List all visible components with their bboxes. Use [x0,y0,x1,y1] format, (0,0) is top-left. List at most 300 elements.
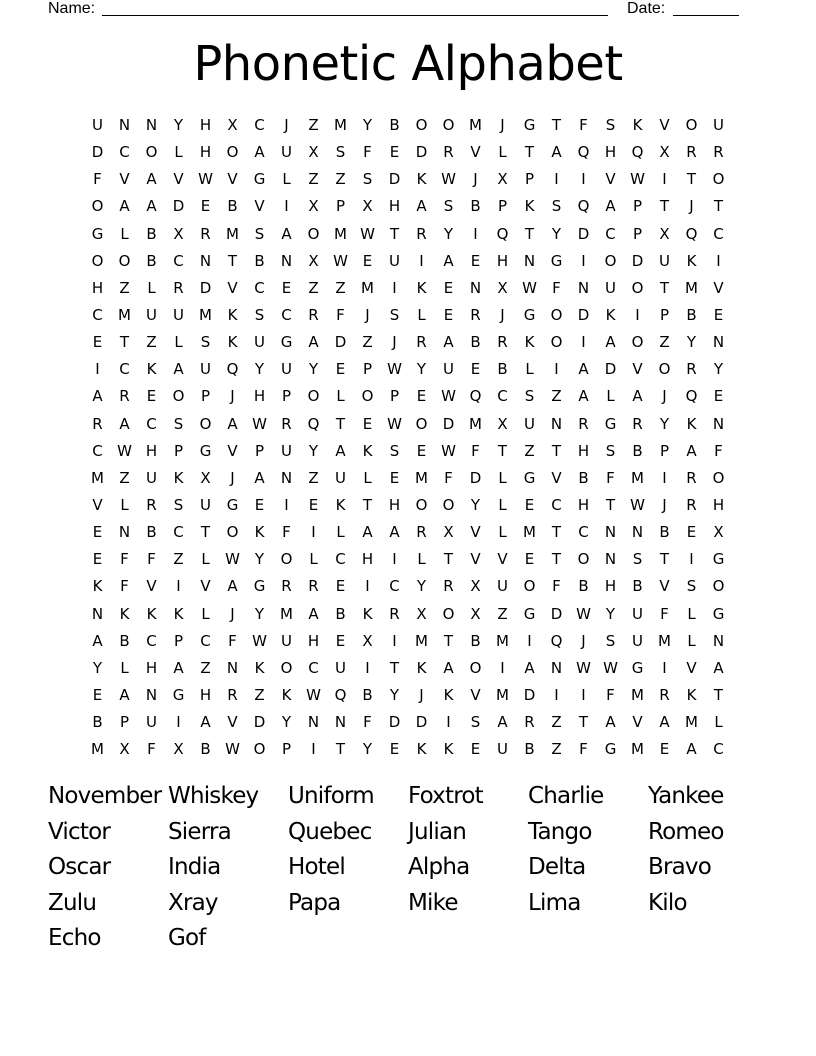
grid-cell[interactable]: F [552,577,561,596]
grid-cell[interactable]: Q [307,414,320,433]
grid-cell[interactable]: Z [254,685,265,704]
grid-cell[interactable]: L [714,713,723,732]
grid-cell[interactable]: W [387,414,402,433]
grid-cell[interactable]: M [469,414,482,433]
grid-cell[interactable]: M [118,305,131,324]
grid-cell[interactable]: Q [577,143,590,162]
grid-cell[interactable]: B [632,577,643,596]
grid-cell[interactable]: N [145,116,158,134]
grid-cell[interactable]: B [227,197,238,216]
grid-cell[interactable]: S [173,495,184,514]
grid-cell[interactable]: X [470,577,481,596]
grid-cell[interactable]: W [441,441,456,460]
grid-cell[interactable]: A [686,740,697,759]
grid-cell[interactable]: E [308,495,319,514]
grid-cell[interactable]: O [577,550,590,569]
grid-cell[interactable]: I [635,305,640,324]
grid-cell[interactable]: C [119,360,130,379]
grid-cell[interactable]: J [662,387,667,406]
grid-cell[interactable]: N [712,333,725,352]
grid-cell[interactable]: A [659,713,670,732]
grid-cell[interactable]: K [362,604,373,623]
grid-cell[interactable]: F [147,550,156,569]
grid-cell[interactable]: C [92,305,103,324]
grid-cell[interactable]: K [416,278,427,297]
grid-cell[interactable]: L [687,631,696,650]
grid-cell[interactable]: T [497,441,508,460]
grid-cell[interactable]: U [335,468,346,487]
grid-cell[interactable]: V [551,468,562,487]
grid-cell[interactable]: E [281,278,292,297]
grid-cell[interactable]: V [470,685,481,704]
grid-cell[interactable]: A [254,468,265,487]
grid-cell[interactable]: F [444,468,453,487]
grid-cell[interactable]: T [362,495,373,514]
grid-cell[interactable]: F [579,740,588,759]
grid-cell[interactable]: N [226,658,239,677]
grid-cell[interactable]: E [470,740,481,759]
grid-cell[interactable]: M [91,740,104,759]
grid-cell[interactable]: E [443,278,454,297]
grid-cell[interactable]: M [280,604,293,623]
grid-cell[interactable]: I [527,631,532,650]
grid-cell[interactable]: X [443,523,454,542]
grid-cell[interactable]: J [662,495,667,514]
grid-cell[interactable]: A [308,333,319,352]
grid-cell[interactable]: E [92,550,103,569]
grid-cell[interactable]: M [496,685,509,704]
grid-cell[interactable]: P [632,224,643,243]
grid-cell[interactable]: K [254,658,265,677]
grid-cell[interactable]: G [253,577,266,596]
grid-cell[interactable]: B [524,740,535,759]
grid-cell[interactable]: B [578,577,589,596]
grid-cell[interactable]: O [226,523,239,542]
grid-cell[interactable]: M [631,685,644,704]
grid-cell[interactable]: P [173,631,184,650]
grid-cell[interactable]: G [253,170,266,189]
grid-cell[interactable]: E [92,685,103,704]
grid-cell[interactable]: I [365,658,370,677]
grid-cell[interactable]: K [686,251,697,270]
grid-cell[interactable]: R [686,495,697,514]
grid-cell[interactable]: K [362,441,373,460]
grid-cell[interactable]: U [254,333,265,352]
grid-cell[interactable]: V [227,278,238,297]
grid-cell[interactable]: I [311,523,316,542]
grid-cell[interactable]: F [282,523,291,542]
grid-cell[interactable]: V [632,713,643,732]
grid-cell[interactable]: X [200,468,211,487]
grid-cell[interactable]: I [662,658,667,677]
grid-cell[interactable]: D [172,197,185,216]
grid-cell[interactable]: P [200,387,211,406]
grid-cell[interactable]: T [335,414,346,433]
grid-cell[interactable]: L [498,523,507,542]
grid-cell[interactable]: T [389,224,400,243]
grid-cell[interactable]: V [227,170,238,189]
grid-cell[interactable]: G [712,550,725,569]
grid-cell[interactable]: B [200,740,211,759]
grid-cell[interactable]: G [631,658,644,677]
grid-cell[interactable]: K [443,740,454,759]
grid-cell[interactable]: W [441,387,456,406]
grid-cell[interactable]: R [416,333,427,352]
grid-cell[interactable]: O [631,278,644,297]
grid-cell[interactable]: L [309,550,318,569]
grid-cell[interactable]: I [500,658,505,677]
grid-cell[interactable]: D [604,360,617,379]
grid-cell[interactable]: J [689,197,694,216]
grid-cell[interactable]: F [471,441,480,460]
grid-cell[interactable]: N [307,713,320,732]
grid-cell[interactable]: A [443,333,454,352]
grid-cell[interactable]: O [604,251,617,270]
grid-cell[interactable]: O [226,143,239,162]
grid-cell[interactable]: T [605,495,616,514]
grid-cell[interactable]: N [550,414,563,433]
grid-cell[interactable]: T [551,441,562,460]
grid-cell[interactable]: L [147,278,156,297]
grid-cell[interactable]: V [632,360,643,379]
grid-cell[interactable]: O [712,170,725,189]
grid-cell[interactable]: B [686,305,697,324]
grid-cell[interactable]: Z [551,387,562,406]
grid-cell[interactable]: E [92,523,103,542]
grid-cell[interactable]: X [173,740,184,759]
grid-cell[interactable]: V [254,197,265,216]
grid-cell[interactable]: H [199,143,212,162]
grid-cell[interactable]: K [605,305,616,324]
grid-cell[interactable]: T [551,116,562,134]
grid-cell[interactable]: M [631,740,644,759]
grid-cell[interactable]: D [469,468,482,487]
grid-cell[interactable]: O [280,550,293,569]
grid-cell[interactable]: I [311,740,316,759]
grid-cell[interactable]: F [147,740,156,759]
grid-cell[interactable]: M [226,224,239,243]
grid-cell[interactable]: Y [362,740,373,759]
grid-cell[interactable]: U [281,143,292,162]
grid-cell[interactable]: Y [416,577,427,596]
grid-cell[interactable]: T [713,685,724,704]
grid-cell[interactable]: K [119,604,130,623]
grid-cell[interactable]: B [659,523,670,542]
grid-cell[interactable]: W [576,658,591,677]
grid-cell[interactable]: D [388,713,401,732]
grid-cell[interactable]: S [200,333,211,352]
grid-cell[interactable]: B [497,360,508,379]
grid-cell[interactable]: A [335,441,346,460]
grid-cell[interactable]: K [335,495,346,514]
grid-cell[interactable]: H [307,631,320,650]
grid-cell[interactable]: L [498,143,507,162]
grid-cell[interactable]: U [281,360,292,379]
grid-cell[interactable]: A [578,387,589,406]
grid-cell[interactable]: X [659,143,670,162]
grid-cell[interactable]: T [335,740,346,759]
grid-cell[interactable]: H [577,441,590,460]
grid-cell[interactable]: N [280,251,293,270]
grid-cell[interactable]: I [581,170,586,189]
grid-cell[interactable]: C [254,278,265,297]
grid-cell[interactable]: U [173,305,184,324]
grid-cell[interactable]: N [631,523,644,542]
grid-cell[interactable]: A [281,224,292,243]
grid-cell[interactable]: Y [173,116,184,134]
grid-cell[interactable]: K [524,333,535,352]
grid-cell[interactable]: T [686,170,697,189]
grid-cell[interactable]: R [686,360,697,379]
grid-cell[interactable]: V [659,116,670,134]
grid-cell[interactable]: S [605,441,616,460]
grid-cell[interactable]: R [200,224,211,243]
grid-cell[interactable]: O [172,387,185,406]
grid-cell[interactable]: U [497,577,508,596]
grid-cell[interactable]: K [281,685,292,704]
grid-cell[interactable]: O [199,414,212,433]
grid-cell[interactable]: J [365,305,370,324]
grid-cell[interactable]: E [659,740,670,759]
grid-cell[interactable]: H [199,116,212,134]
grid-cell[interactable]: R [713,143,724,162]
grid-cell[interactable]: F [228,631,237,650]
grid-cell[interactable]: O [253,740,266,759]
grid-cell[interactable]: R [227,685,238,704]
grid-cell[interactable]: H [388,495,401,514]
grid-cell[interactable]: R [524,713,535,732]
grid-cell[interactable]: H [199,685,212,704]
grid-cell[interactable]: S [362,170,373,189]
grid-cell[interactable]: V [713,278,724,297]
grid-cell[interactable]: N [523,251,536,270]
grid-cell[interactable]: W [630,170,645,189]
grid-cell[interactable]: B [146,523,157,542]
grid-cell[interactable]: J [473,170,478,189]
grid-cell[interactable]: Q [334,685,347,704]
grid-cell[interactable]: A [686,441,697,460]
grid-cell[interactable]: Z [173,550,184,569]
grid-cell[interactable]: I [446,713,451,732]
grid-cell[interactable]: G [604,740,617,759]
grid-cell[interactable]: U [659,251,670,270]
grid-cell[interactable]: W [387,360,402,379]
grid-cell[interactable]: B [146,251,157,270]
grid-cell[interactable]: Z [146,333,157,352]
grid-cell[interactable]: E [254,495,265,514]
grid-cell[interactable]: V [119,170,130,189]
grid-cell[interactable]: Z [335,278,346,297]
grid-cell[interactable]: F [120,577,129,596]
grid-cell[interactable]: A [92,631,103,650]
grid-cell[interactable]: K [632,116,643,134]
grid-cell[interactable]: H [145,441,158,460]
grid-cell[interactable]: W [306,685,321,704]
grid-cell[interactable]: E [335,577,346,596]
grid-cell[interactable]: X [497,414,508,433]
grid-cell[interactable]: E [389,740,400,759]
grid-cell[interactable]: I [554,685,559,704]
grid-cell[interactable]: T [551,523,562,542]
grid-cell[interactable]: D [631,251,644,270]
grid-cell[interactable]: M [469,116,482,134]
grid-cell[interactable]: U [200,495,211,514]
grid-cell[interactable]: U [281,441,292,460]
grid-cell[interactable]: X [497,278,508,297]
grid-cell[interactable]: O [685,116,698,134]
grid-cell[interactable]: C [173,523,184,542]
grid-cell[interactable]: T [443,631,454,650]
grid-cell[interactable]: R [497,333,508,352]
grid-cell[interactable]: Y [551,224,562,243]
grid-cell[interactable]: I [581,333,586,352]
grid-cell[interactable]: T [578,713,589,732]
grid-cell[interactable]: E [416,387,427,406]
grid-cell[interactable]: A [254,143,265,162]
grid-cell[interactable]: F [552,278,561,297]
grid-cell[interactable]: U [497,740,508,759]
grid-cell[interactable]: E [200,197,211,216]
grid-cell[interactable]: P [173,441,184,460]
grid-cell[interactable]: O [442,604,455,623]
grid-cell[interactable]: G [91,224,104,243]
grid-cell[interactable]: I [662,170,667,189]
grid-cell[interactable]: H [361,550,374,569]
grid-cell[interactable]: C [146,631,157,650]
grid-cell[interactable]: U [605,278,616,297]
grid-cell[interactable]: N [604,550,617,569]
grid-cell[interactable]: T [659,278,670,297]
grid-cell[interactable]: L [417,550,426,569]
grid-cell[interactable]: O [415,495,428,514]
grid-cell[interactable]: R [173,278,184,297]
grid-cell[interactable]: G [199,441,212,460]
grid-cell[interactable]: B [92,713,103,732]
grid-cell[interactable]: L [120,658,129,677]
grid-cell[interactable]: R [470,305,481,324]
grid-cell[interactable]: K [227,305,238,324]
grid-cell[interactable]: C [335,550,346,569]
grid-cell[interactable]: G [523,604,536,623]
grid-cell[interactable]: V [173,170,184,189]
grid-cell[interactable]: F [606,685,615,704]
grid-cell[interactable]: U [146,713,157,732]
grid-cell[interactable]: J [500,305,505,324]
grid-cell[interactable]: P [632,197,643,216]
grid-cell[interactable]: X [362,197,373,216]
grid-cell[interactable]: O [712,468,725,487]
grid-cell[interactable]: K [173,604,184,623]
grid-cell[interactable]: S [389,441,400,460]
grid-cell[interactable]: I [95,360,100,379]
grid-cell[interactable]: K [92,577,103,596]
grid-cell[interactable]: F [579,116,588,134]
grid-cell[interactable]: U [389,251,400,270]
grid-cell[interactable]: I [392,550,397,569]
grid-cell[interactable]: E [686,523,697,542]
grid-cell[interactable]: X [119,740,130,759]
grid-cell[interactable]: V [497,550,508,569]
grid-cell[interactable]: I [176,577,181,596]
grid-cell[interactable]: S [524,387,535,406]
grid-cell[interactable]: O [550,305,563,324]
grid-cell[interactable]: D [550,604,563,623]
grid-cell[interactable]: N [604,523,617,542]
grid-cell[interactable]: U [281,631,292,650]
grid-cell[interactable]: V [227,713,238,732]
grid-cell[interactable]: N [280,468,293,487]
grid-cell[interactable]: Y [308,441,319,460]
grid-cell[interactable]: A [173,658,184,677]
grid-cell[interactable]: O [631,333,644,352]
grid-cell[interactable]: R [416,523,427,542]
grid-cell[interactable]: C [92,441,103,460]
grid-cell[interactable]: Z [551,740,562,759]
grid-cell[interactable]: P [659,441,670,460]
grid-cell[interactable]: M [685,278,698,297]
grid-cell[interactable]: U [146,305,157,324]
grid-cell[interactable]: Y [686,333,697,352]
grid-cell[interactable]: O [118,251,131,270]
grid-cell[interactable]: O [415,414,428,433]
grid-cell[interactable]: T [659,197,670,216]
grid-cell[interactable]: N [199,251,212,270]
grid-cell[interactable]: R [416,224,427,243]
grid-cell[interactable]: T [524,224,535,243]
grid-cell[interactable]: V [470,143,481,162]
grid-cell[interactable]: I [284,197,289,216]
grid-cell[interactable]: A [551,143,562,162]
grid-cell[interactable]: J [284,116,289,134]
grid-cell[interactable]: R [443,143,454,162]
grid-cell[interactable]: Q [685,224,698,243]
grid-cell[interactable]: Y [254,550,265,569]
grid-cell[interactable]: W [225,740,240,759]
grid-cell[interactable]: L [498,495,507,514]
grid-cell[interactable]: M [91,468,104,487]
grid-cell[interactable]: A [362,523,373,542]
grid-cell[interactable]: C [146,414,157,433]
grid-cell[interactable]: D [523,685,536,704]
grid-cell[interactable]: A [200,713,211,732]
grid-cell[interactable]: O [361,387,374,406]
grid-cell[interactable]: G [523,305,536,324]
grid-cell[interactable]: A [173,360,184,379]
grid-cell[interactable]: R [578,414,589,433]
grid-cell[interactable]: C [119,143,130,162]
grid-cell[interactable]: F [120,550,129,569]
grid-cell[interactable]: H [253,387,266,406]
grid-cell[interactable]: R [119,387,130,406]
grid-cell[interactable]: O [91,197,104,216]
grid-cell[interactable]: T [659,550,670,569]
grid-cell[interactable]: S [632,550,643,569]
grid-cell[interactable]: B [470,197,481,216]
grid-cell[interactable]: Y [254,360,265,379]
grid-cell[interactable]: V [227,441,238,460]
grid-cell[interactable]: D [415,143,428,162]
grid-cell[interactable]: S [335,143,346,162]
grid-cell[interactable]: Z [308,278,319,297]
grid-cell[interactable]: A [146,197,157,216]
grid-cell[interactable]: X [497,170,508,189]
grid-cell[interactable]: I [419,251,424,270]
grid-cell[interactable]: O [307,224,320,243]
grid-cell[interactable]: W [333,251,348,270]
grid-cell[interactable]: U [92,116,103,134]
grid-cell[interactable]: L [417,305,426,324]
grid-cell[interactable]: P [659,305,670,324]
